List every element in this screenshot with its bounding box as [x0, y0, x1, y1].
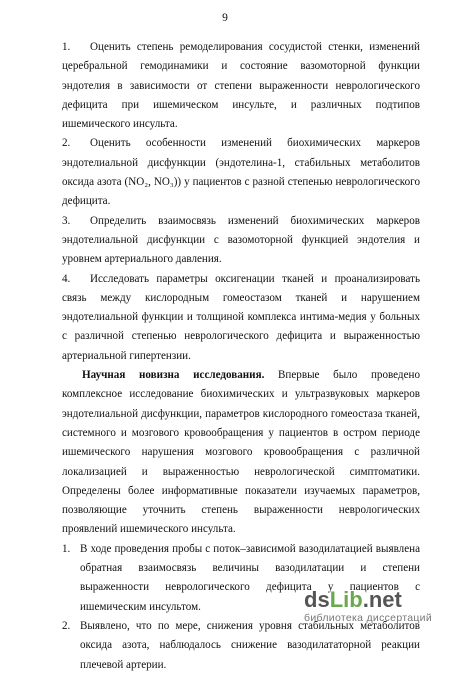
finding-text: Выявлено, что по мере, снижения уровня стабильных метаболитов оксида азота, наблюдалось снижение вазодилататорной реакции плечевой артерии.: [80, 619, 420, 671]
logo-lib: Lib: [329, 586, 363, 612]
task-number: 1.: [62, 41, 71, 53]
task-text: Оценить особенности изменений биохимических маркеров эндотелиальной дисфункции (эндотелина-1, стабильных метаболитов оксида азота (NO₂, NO₃)) у пациентов с разной степенью неврологического дефицита.: [62, 137, 420, 208]
task-3: [62, 212, 420, 270]
novelty-paragraph: [62, 366, 420, 540]
task-text: Оценить степень ремоделирования сосудистой стенки, изменений церебральной гемодинамики и состояние вазомоторной функции эндотелия в зависимости от степени выраженности неврологического дефицита при ишемическом инсульте, и различных подтипов ишемического инсульта.: [62, 41, 420, 131]
task-2: [62, 134, 420, 211]
finding-text: В ходе проведения пробы с поток–зависимой вазодилатацией выявлена обратная взаимосвязь величины вазодилатации и степени выраженности неврологического дефицита у пациентов с ишемическим инсультом.: [80, 542, 420, 613]
novelty-text: Впервые было проведено комплексное исследование биохимических и ультразвуковых маркеров эндотелиальной дисфункции, параметров кислородного гомеостаза тканей, системного и мозгового кровообращения у пациентов в остром периоде ишемического нарушения мозгового кровообращения с различной локализацией и выраженностью неврологической симптоматики. Определены более информативные показатели изучаемых параметров, позволяющие уточнить степень выраженности неврологических проявлений ишемического инсульта.: [62, 369, 420, 536]
task-1: [62, 38, 420, 134]
dslib-watermark: [304, 586, 432, 624]
finding-number: 1.: [62, 542, 71, 555]
task-text: Определить взаимосвязь изменений биохимических маркеров эндотелиальной дисфункции с вазомоторной функцией эндотелия и уровнем артериального давления.: [62, 214, 420, 266]
logo-ds: ds: [304, 586, 330, 612]
dslib-logo: [304, 586, 432, 612]
watermark-subtitle: библиотека диссертаций: [304, 611, 432, 624]
task-number: 3.: [62, 214, 71, 227]
novelty-heading: Научная новизна исследования.: [82, 369, 265, 382]
task-number: 2.: [62, 137, 71, 150]
task-number: 4.: [62, 272, 71, 285]
task-4: [62, 270, 420, 366]
task-text: Исследовать параметры оксигенации тканей и проанализировать связь между кислородным гомеостазом тканей и нарушением эндотелиальной функции и толщиной комплекса интима-медия у больных с различной степенью неврологического дефицита и выраженностью артериальной гипертензии.: [62, 272, 420, 362]
page-number: 9: [222, 12, 228, 24]
logo-net: .net: [362, 586, 402, 612]
finding-number: 2.: [62, 619, 71, 632]
document-body: [62, 38, 420, 675]
finding-2: [62, 617, 420, 675]
